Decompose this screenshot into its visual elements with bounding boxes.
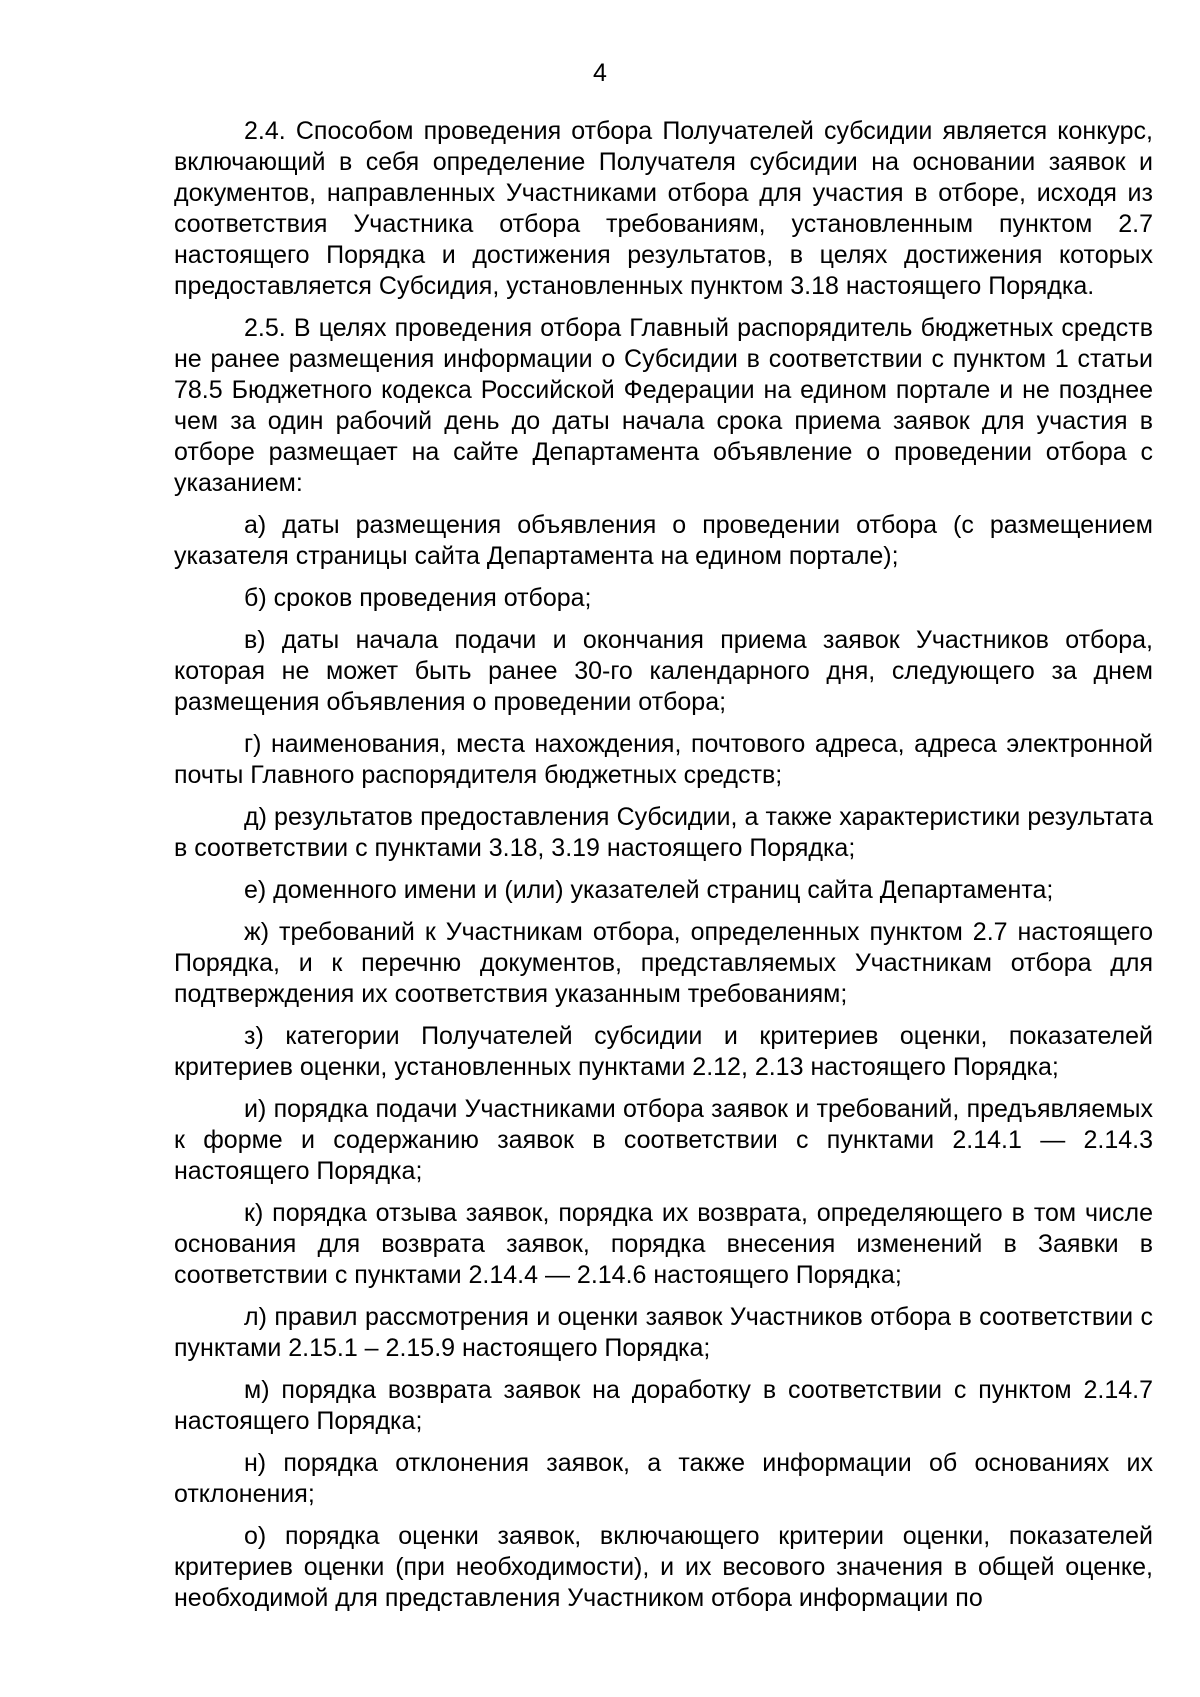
list-item-z: з) категории Получателей субсидии и критериев оценки, показателей критериев оценки, установленных пунктами 2.12, 2.13 настоящего Порядка; [174,1022,1153,1081]
page-number: 4 [593,59,607,87]
list-item-e: е) доменного имени и (или) указателей страниц сайта Департамента; [244,876,1054,904]
list-item-m: м) порядка возврата заявок на доработку в соответствии с пунктом 2.14.7 настоящего Порядка; [174,1376,1153,1435]
list-item-k: к) порядка отзыва заявок, порядка их возврата, определяющего в том числе основания для возврата заявок, порядка внесения изменений в Заявки в соответствии с пунктами 2.14.4 — 2.14.6 настоящего Порядка; [174,1199,1153,1289]
list-item-n: н) порядка отклонения заявок, а также информации об основаниях их отклонения; [174,1449,1153,1508]
document-body [174,116,1153,1625]
list-item-i: и) порядка подачи Участниками отбора заявок и требований, предъявляемых к форме и содержанию заявок в соответствии с пунктами 2.14.1 — 2.14.3 настоящего Порядка; [174,1095,1153,1185]
list-item-g: г) наименования, места нахождения, почтового адреса, адреса электронной почты Главного распорядителя бюджетных средств; [174,730,1153,789]
list-item-b: б) сроков проведения отбора; [244,584,592,612]
list-item-o: о) порядка оценки заявок, включающего критерии оценки, показателей критериев оценки (при необходимости), и их весового значения в общей оценке, необходимой для представления Участником отбора информации по [174,1522,1153,1612]
list-item-zh: ж) требований к Участникам отбора, определенных пунктом 2.7 настоящего Порядка, и к перечню документов, представляемых Участникам отбора для подтверждения их соответствия указанным требованиям; [174,918,1153,1008]
list-item-a: а) даты размещения объявления о проведении отбора (с размещением указателя страницы сайта Департамента на едином портале); [174,511,1153,570]
paragraph-2-5: 2.5. В целях проведения отбора Главный распорядитель бюджетных средств не ранее размещения информации о Субсидии в соответствии с пунктом 1 статьи 78.5 Бюджетного кодекса Российской Федерации на едином портале и не позднее чем за один рабочий день до даты начала срока приема заявок для участия в отборе размещает на сайте Департамента объявление о проведении отбора с указанием: [174,314,1153,497]
list-item-l: л) правил рассмотрения и оценки заявок Участников отбора в соответствии с пунктами 2.15.1 – 2.15.9 настоящего Порядка; [174,1303,1153,1362]
paragraph-2-4: 2.4. Способом проведения отбора Получателей субсидии является конкурс, включающий в себя определение Получателя субсидии на основании заявок и документов, направленных Участниками отбора для участия в отборе, исходя из соответствия Участника отбора требованиям, установленным пунктом 2.7 настоящего Порядка и достижения результатов, в целях достижения которых предоставляется Субсидия, установленных пунктом 3.18 настоящего Порядка. [174,117,1153,300]
list-item-v: в) даты начала подачи и окончания приема заявок Участников отбора, которая не может быть ранее 30-го календарного дня, следующего за днем размещения объявления о проведении отбора; [174,626,1153,716]
list-item-d: д) результатов предоставления Субсидии, а также характеристики результата в соответствии с пунктами 3.18, 3.19 настоящего Порядка; [174,803,1153,862]
